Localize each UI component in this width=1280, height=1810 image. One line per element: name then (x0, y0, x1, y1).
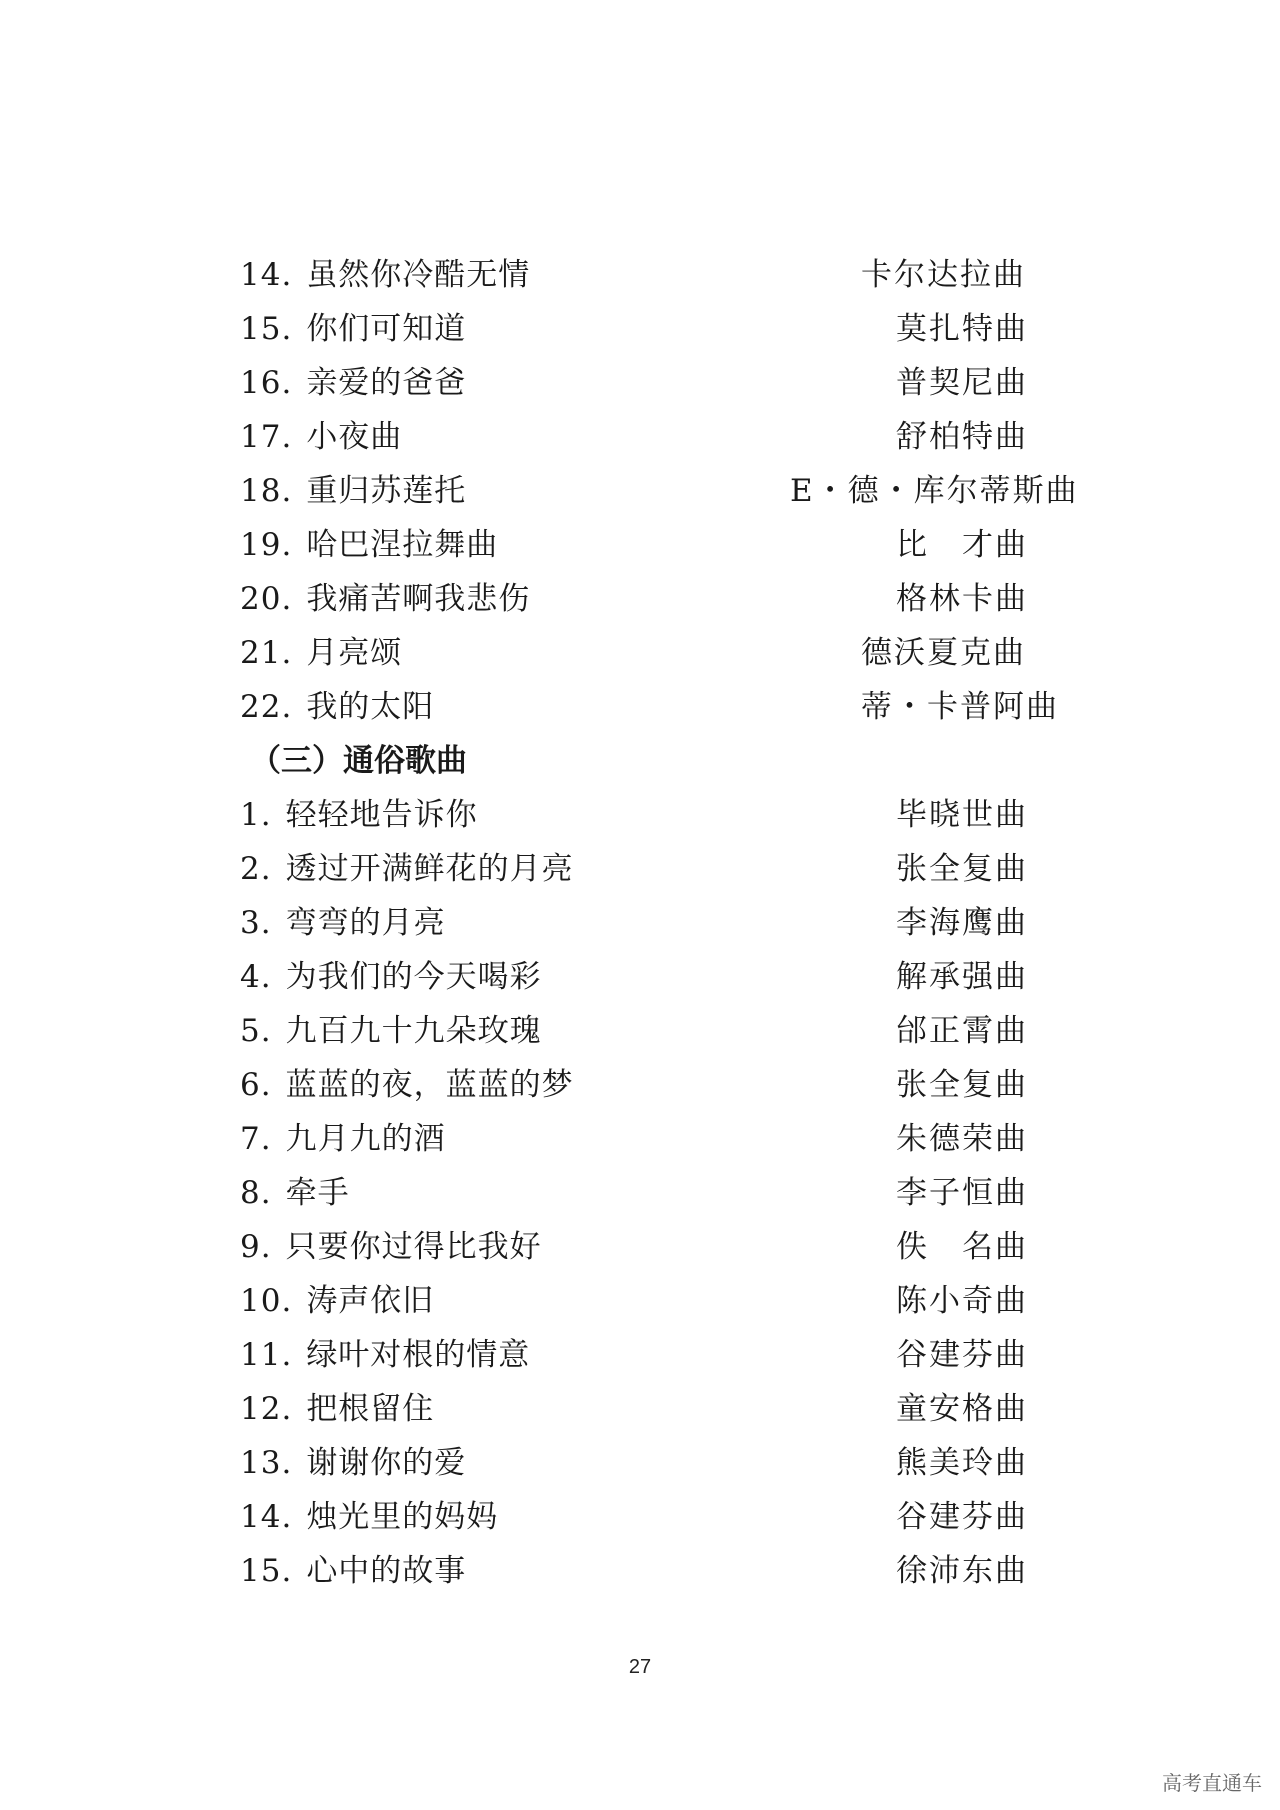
item-number: 15. (240, 1553, 293, 1589)
item-number: 16. (240, 365, 293, 401)
list-item (240, 464, 1080, 518)
list-item (240, 950, 1080, 1004)
item-number: 8. (240, 1175, 272, 1211)
composer: 格林卡曲 (896, 581, 1028, 617)
list-item (240, 842, 1080, 896)
song-title: 我的太阳 (306, 689, 435, 725)
composer: E・德・库尔蒂斯曲 (790, 473, 1079, 509)
list-item (240, 1274, 1080, 1328)
item-number: 14. (240, 1499, 293, 1535)
song-title: 透过开满鲜花的月亮 (285, 851, 574, 887)
composer: 熊美玲曲 (896, 1445, 1028, 1481)
song-title: 牵手 (285, 1175, 350, 1211)
composer: 德沃夏克曲 (861, 635, 1026, 671)
composer: 谷建芬曲 (896, 1337, 1028, 1373)
list-item (240, 1490, 1080, 1544)
composer: 陈小奇曲 (896, 1283, 1028, 1319)
song-title: 月亮颂 (306, 635, 403, 671)
list-item (240, 1220, 1080, 1274)
song-title: 只要你过得比我好 (285, 1229, 542, 1265)
song-title: 把根留住 (306, 1391, 435, 1427)
song-title: 小夜曲 (306, 419, 403, 455)
list-item (240, 1544, 1080, 1598)
composer: 李海鹰曲 (896, 905, 1028, 941)
item-number: 20. (240, 581, 293, 617)
item-number: 18. (240, 473, 293, 509)
list-item (240, 572, 1080, 626)
section-heading: （三）通俗歌曲 (250, 743, 467, 779)
composer: 莫扎特曲 (896, 311, 1028, 347)
song-title: 绿叶对根的情意 (306, 1337, 531, 1373)
song-title: 谢谢你的爱 (306, 1445, 467, 1481)
composer: 张全复曲 (896, 1067, 1028, 1103)
item-number: 2. (240, 851, 272, 887)
item-number: 22. (240, 689, 293, 725)
song-title: 烛光里的妈妈 (306, 1499, 499, 1535)
item-number: 5. (240, 1013, 272, 1049)
song-title: 蓝蓝的夜，蓝蓝的梦 (285, 1067, 574, 1103)
song-title: 重归苏莲托 (306, 473, 467, 509)
song-list (240, 248, 1080, 1598)
list-item (240, 356, 1080, 410)
item-number: 14. (240, 257, 293, 293)
composer: 徐沛东曲 (896, 1553, 1028, 1589)
item-number: 6. (240, 1067, 272, 1103)
watermark: 高考直通车 (1162, 1771, 1262, 1795)
song-title: 涛声依旧 (306, 1283, 435, 1319)
song-title: 为我们的今天喝彩 (285, 959, 542, 995)
list-item (240, 626, 1080, 680)
list-item (240, 410, 1080, 464)
composer: 童安格曲 (896, 1391, 1028, 1427)
song-title: 轻轻地告诉你 (285, 797, 478, 833)
list-item (240, 788, 1080, 842)
item-number: 1. (240, 797, 272, 833)
song-title: 九百九十九朵玫瑰 (285, 1013, 542, 1049)
item-number: 9. (240, 1229, 272, 1265)
item-number: 3. (240, 905, 272, 941)
composer: 毕晓世曲 (896, 797, 1028, 833)
list-item (240, 1166, 1080, 1220)
list-item (240, 1004, 1080, 1058)
song-title: 你们可知道 (306, 311, 467, 347)
song-title: 哈巴涅拉舞曲 (306, 527, 499, 563)
item-number: 15. (240, 311, 293, 347)
list-item (240, 896, 1080, 950)
composer: 普契尼曲 (896, 365, 1028, 401)
composer: 张全复曲 (896, 851, 1028, 887)
song-title: 亲爱的爸爸 (306, 365, 467, 401)
item-number: 12. (240, 1391, 293, 1427)
list-item (240, 1436, 1080, 1490)
composer: 卡尔达拉曲 (861, 257, 1026, 293)
song-title: 虽然你冷酷无情 (306, 257, 531, 293)
list-item (240, 248, 1080, 302)
item-number: 7. (240, 1121, 272, 1157)
song-title: 心中的故事 (306, 1553, 467, 1589)
composer: 比 才曲 (896, 527, 1028, 563)
item-number: 11. (240, 1337, 293, 1373)
list-item (240, 680, 1080, 734)
list-item (240, 1058, 1080, 1112)
item-number: 21. (240, 635, 293, 671)
song-title: 弯弯的月亮 (285, 905, 446, 941)
list-item (240, 302, 1080, 356)
item-number: 17. (240, 419, 293, 455)
item-number: 10. (240, 1283, 293, 1319)
composer: 谷建芬曲 (896, 1499, 1028, 1535)
composer: 蒂・卡普阿曲 (861, 689, 1059, 725)
composer: 李子恒曲 (896, 1175, 1028, 1211)
item-number: 19. (240, 527, 293, 563)
song-title: 九月九的酒 (285, 1121, 446, 1157)
composer: 舒柏特曲 (896, 419, 1028, 455)
list-item (240, 518, 1080, 572)
composer: 解承强曲 (896, 959, 1028, 995)
composer: 邰正霄曲 (896, 1013, 1028, 1049)
page-number: 27 (628, 1656, 652, 1678)
item-number: 4. (240, 959, 272, 995)
composer: 佚 名曲 (896, 1229, 1028, 1265)
list-item (240, 1328, 1080, 1382)
item-number: 13. (240, 1445, 293, 1481)
list-item (240, 1382, 1080, 1436)
composer: 朱德荣曲 (896, 1121, 1028, 1157)
song-title: 我痛苦啊我悲伤 (306, 581, 531, 617)
list-item (240, 1112, 1080, 1166)
